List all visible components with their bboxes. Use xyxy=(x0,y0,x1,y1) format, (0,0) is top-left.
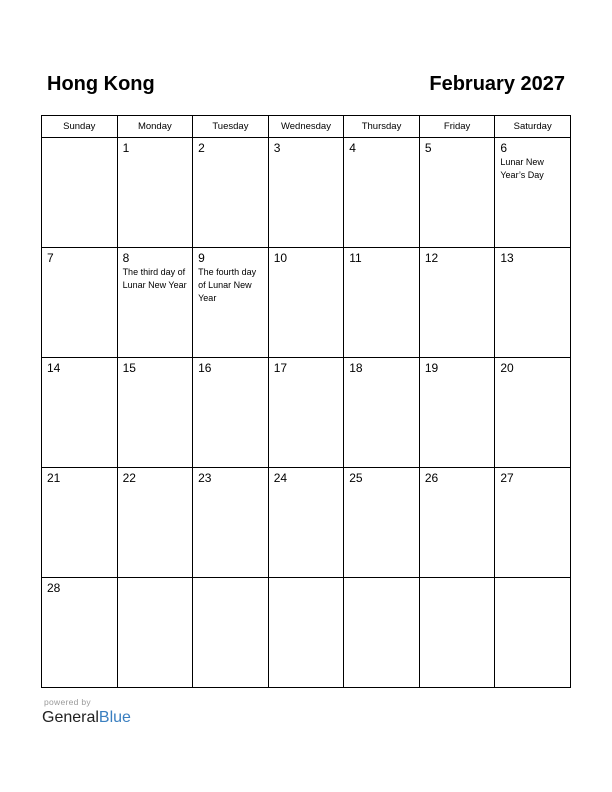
weekday-saturday: Saturday xyxy=(495,116,571,138)
day-cell xyxy=(495,358,571,468)
week-row xyxy=(42,578,571,688)
day-number: 5 xyxy=(424,141,432,155)
day-number: 22 xyxy=(122,471,136,485)
weekday-wednesday: Wednesday xyxy=(268,116,344,138)
week-row xyxy=(42,138,571,248)
day-number: 17 xyxy=(273,361,288,375)
day-number: 25 xyxy=(349,471,363,485)
holiday-label: The third day of Lunar New Year xyxy=(122,267,187,290)
day-cell xyxy=(42,358,118,468)
day-number: 26 xyxy=(424,471,439,485)
day-number: 4 xyxy=(349,141,356,155)
day-number: 9 xyxy=(198,251,205,265)
day-number: 1 xyxy=(122,141,130,155)
generalblue-logo xyxy=(42,708,131,728)
day-cell xyxy=(42,248,118,358)
day-cell xyxy=(193,358,269,468)
day-number: 6 xyxy=(500,141,508,155)
weekday-tuesday: Tuesday xyxy=(193,116,269,138)
day-cell xyxy=(268,358,344,468)
week-row xyxy=(42,468,571,578)
day-cell xyxy=(117,138,193,248)
day-cell xyxy=(495,138,571,248)
weekday-monday: Monday xyxy=(117,116,193,138)
day-cell xyxy=(495,468,571,578)
day-number: 28 xyxy=(47,581,61,595)
day-cell xyxy=(42,578,118,688)
day-number: 11 xyxy=(349,251,362,265)
day-cell xyxy=(193,248,269,358)
week-row xyxy=(42,358,571,468)
weekday-thursday: Thursday xyxy=(344,116,420,138)
holiday-label: The fourth day of Lunar New Year xyxy=(198,267,257,303)
day-number: 19 xyxy=(424,361,439,375)
day-number: 7 xyxy=(47,251,54,265)
day-number: 20 xyxy=(500,361,514,375)
day-cell xyxy=(117,358,193,468)
day-number: 23 xyxy=(198,471,212,485)
day-cell xyxy=(117,578,193,688)
day-number: 8 xyxy=(122,251,130,265)
weekday-friday: Friday xyxy=(419,116,495,138)
day-cell xyxy=(268,248,344,358)
day-number: 16 xyxy=(198,361,212,375)
day-cell xyxy=(268,138,344,248)
weekday-header-row xyxy=(42,116,571,138)
day-cell xyxy=(419,578,495,688)
day-cell xyxy=(344,358,420,468)
day-cell xyxy=(42,468,118,578)
day-cell xyxy=(419,468,495,578)
holiday-label: Lunar New Year’s Day xyxy=(500,157,544,180)
day-cell xyxy=(419,248,495,358)
day-cell xyxy=(42,138,118,248)
powered-by-label: powered by xyxy=(44,697,91,707)
day-cell xyxy=(344,578,420,688)
weekday-sunday: Sunday xyxy=(42,116,118,138)
week-row xyxy=(42,248,571,358)
day-number: 21 xyxy=(47,471,61,485)
logo-text-blue: Blue xyxy=(98,709,131,726)
calendar-grid xyxy=(41,115,571,688)
day-number: 15 xyxy=(122,361,136,375)
day-cell xyxy=(344,468,420,578)
month-year-title: February 2027 xyxy=(429,73,565,95)
day-cell xyxy=(419,138,495,248)
day-number: 13 xyxy=(500,251,514,265)
day-cell xyxy=(495,248,571,358)
day-cell xyxy=(344,248,420,358)
day-cell xyxy=(117,248,193,358)
day-cell xyxy=(193,138,269,248)
day-number: 3 xyxy=(273,141,281,155)
day-cell xyxy=(193,468,269,578)
day-cell xyxy=(344,138,420,248)
day-number: 18 xyxy=(349,361,363,375)
day-cell xyxy=(268,578,344,688)
logo-text-general: General xyxy=(42,709,99,726)
day-cell xyxy=(268,468,344,578)
country-title: Hong Kong xyxy=(47,73,155,95)
day-cell xyxy=(193,578,269,688)
day-cell xyxy=(419,358,495,468)
day-number: 27 xyxy=(500,471,514,485)
day-number: 2 xyxy=(198,141,205,155)
day-number: 24 xyxy=(273,471,288,485)
day-cell xyxy=(117,468,193,578)
day-number: 14 xyxy=(47,361,61,375)
day-number: 12 xyxy=(424,251,439,265)
day-cell xyxy=(495,578,571,688)
day-number: 10 xyxy=(273,251,288,265)
